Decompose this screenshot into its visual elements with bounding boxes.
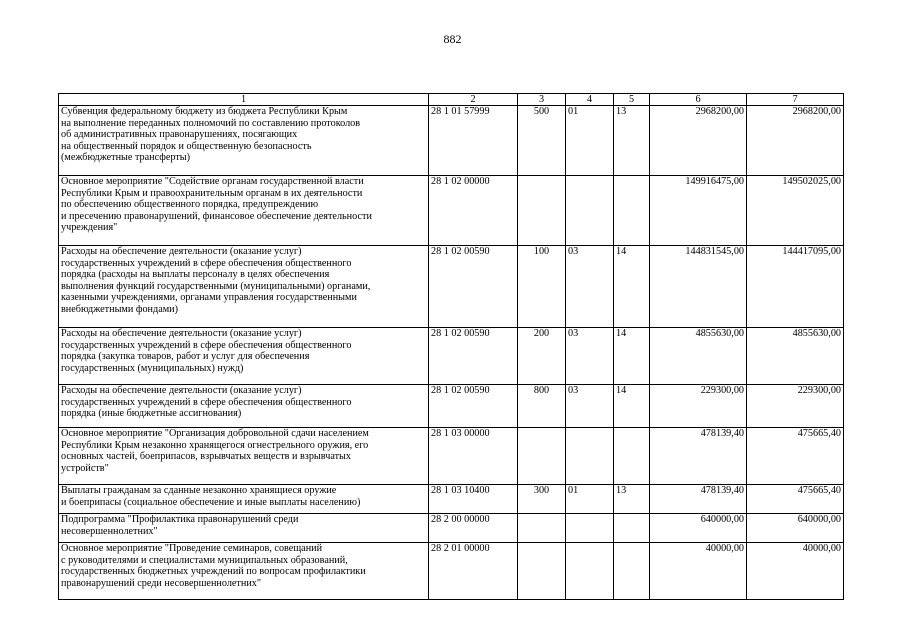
header-row	[59, 94, 844, 106]
row-amount-1: 2968200,00	[650, 106, 747, 176]
row-section: 01	[566, 485, 614, 514]
row-expense-type: 300	[518, 485, 566, 514]
col-header-7: 7	[747, 94, 844, 106]
row-target-code: 28 1 02 00000	[429, 176, 518, 246]
row-amount-2: 640000,00	[747, 514, 844, 543]
row-expense-type: 200	[518, 328, 566, 385]
row-subsection	[614, 514, 650, 543]
row-amount-1: 640000,00	[650, 514, 747, 543]
row-target-code: 28 1 02 00590	[429, 246, 518, 328]
row-description: Расходы на обеспечение деятельности (оказание услуг) государственных учреждений в сфере обеспечения общественного порядка (закупка товаров, работ и услуг для обеспечения государственных (муниципальных) нужд)	[59, 328, 429, 385]
row-target-code: 28 1 03 10400	[429, 485, 518, 514]
row-section	[566, 514, 614, 543]
row-amount-2: 229300,00	[747, 385, 844, 428]
col-header-6: 6	[650, 94, 747, 106]
row-amount-1: 40000,00	[650, 543, 747, 600]
row-amount-2: 2968200,00	[747, 106, 844, 176]
row-description: Основное мероприятие "Проведение семинаров, совещаний с руководителями и специалистами муниципальных образований, государственных бюджетных учреждений по вопросам профилактики правонарушений среди несовершеннолетних"	[59, 543, 429, 600]
row-amount-2: 475665,40	[747, 428, 844, 485]
row-section: 03	[566, 246, 614, 328]
row-amount-2: 475665,40	[747, 485, 844, 514]
table-row	[59, 246, 844, 328]
table-row	[59, 485, 844, 514]
row-amount-2: 40000,00	[747, 543, 844, 600]
table-row	[59, 385, 844, 428]
row-amount-1: 4855630,00	[650, 328, 747, 385]
col-header-3: 3	[518, 94, 566, 106]
row-description: Основное мероприятие "Содействие органам государственной власти Республики Крым и правоохранительным органам в их деятельности по обеспечению общественного порядка, предупреждению и пресечению правонарушений, финансовое обеспечение деятельности учреждения"	[59, 176, 429, 246]
row-subsection	[614, 543, 650, 600]
row-amount-1: 478139,40	[650, 428, 747, 485]
row-expense-type: 100	[518, 246, 566, 328]
row-amount-2: 149502025,00	[747, 176, 844, 246]
row-section	[566, 176, 614, 246]
row-description: Основное мероприятие "Организация добровольной сдачи населением Республики Крым незаконно хранящегося огнестрельного оружия, его основных частей, боеприпасов, взрывчатых веществ и взрывчатых устройств"	[59, 428, 429, 485]
table-row	[59, 106, 844, 176]
row-subsection: 13	[614, 485, 650, 514]
col-header-5: 5	[614, 94, 650, 106]
row-expense-type	[518, 428, 566, 485]
row-description: Выплаты гражданам за сданные незаконно хранящиеся оружие и боеприпасы (социальное обеспечение и иные выплаты населению)	[59, 485, 429, 514]
row-subsection	[614, 428, 650, 485]
row-amount-1: 229300,00	[650, 385, 747, 428]
row-target-code: 28 1 02 00590	[429, 328, 518, 385]
col-header-1: 1	[59, 94, 429, 106]
row-section: 03	[566, 385, 614, 428]
row-expense-type: 800	[518, 385, 566, 428]
row-section	[566, 543, 614, 600]
row-description: Подпрограмма "Профилактика правонарушений среди несовершеннолетних"	[59, 514, 429, 543]
row-expense-type	[518, 514, 566, 543]
table-row	[59, 176, 844, 246]
row-amount-2: 144417095,00	[747, 246, 844, 328]
row-subsection: 14	[614, 385, 650, 428]
row-expense-type	[518, 176, 566, 246]
budget-table	[58, 93, 844, 600]
row-section	[566, 428, 614, 485]
row-subsection	[614, 176, 650, 246]
row-amount-1: 478139,40	[650, 485, 747, 514]
row-target-code: 28 1 01 57999	[429, 106, 518, 176]
row-expense-type: 500	[518, 106, 566, 176]
row-description: Расходы на обеспечение деятельности (оказание услуг) государственных учреждений в сфере обеспечения общественного порядка (расходы на выплаты персоналу в целях обеспечения выполнения функций государственными (муниципальными) органами, казенными учреждениями, органами управления государственными внебюджетными фондами)	[59, 246, 429, 328]
row-expense-type	[518, 543, 566, 600]
col-header-4: 4	[566, 94, 614, 106]
row-target-code: 28 2 00 00000	[429, 514, 518, 543]
row-description: Расходы на обеспечение деятельности (оказание услуг) государственных учреждений в сфере обеспечения общественного порядка (иные бюджетные ассигнования)	[59, 385, 429, 428]
row-section: 03	[566, 328, 614, 385]
row-target-code: 28 1 03 00000	[429, 428, 518, 485]
row-subsection: 14	[614, 328, 650, 385]
table-row	[59, 543, 844, 600]
row-target-code: 28 2 01 00000	[429, 543, 518, 600]
row-section: 01	[566, 106, 614, 176]
page-number: 882	[443, 32, 462, 46]
row-subsection: 14	[614, 246, 650, 328]
row-target-code: 28 1 02 00590	[429, 385, 518, 428]
col-header-2: 2	[429, 94, 518, 106]
row-amount-1: 144831545,00	[650, 246, 747, 328]
table-row	[59, 328, 844, 385]
table-row	[59, 428, 844, 485]
row-description: Субвенция федеральному бюджету из бюджета Республики Крым на выполнение переданных полномочий по составлению протоколов об административных правонарушениях, посягающих на общественный порядок и общественную безопасность (межбюджетные трансферты)	[59, 106, 429, 176]
row-amount-1: 149916475,00	[650, 176, 747, 246]
row-amount-2: 4855630,00	[747, 328, 844, 385]
row-subsection: 13	[614, 106, 650, 176]
table-row	[59, 514, 844, 543]
